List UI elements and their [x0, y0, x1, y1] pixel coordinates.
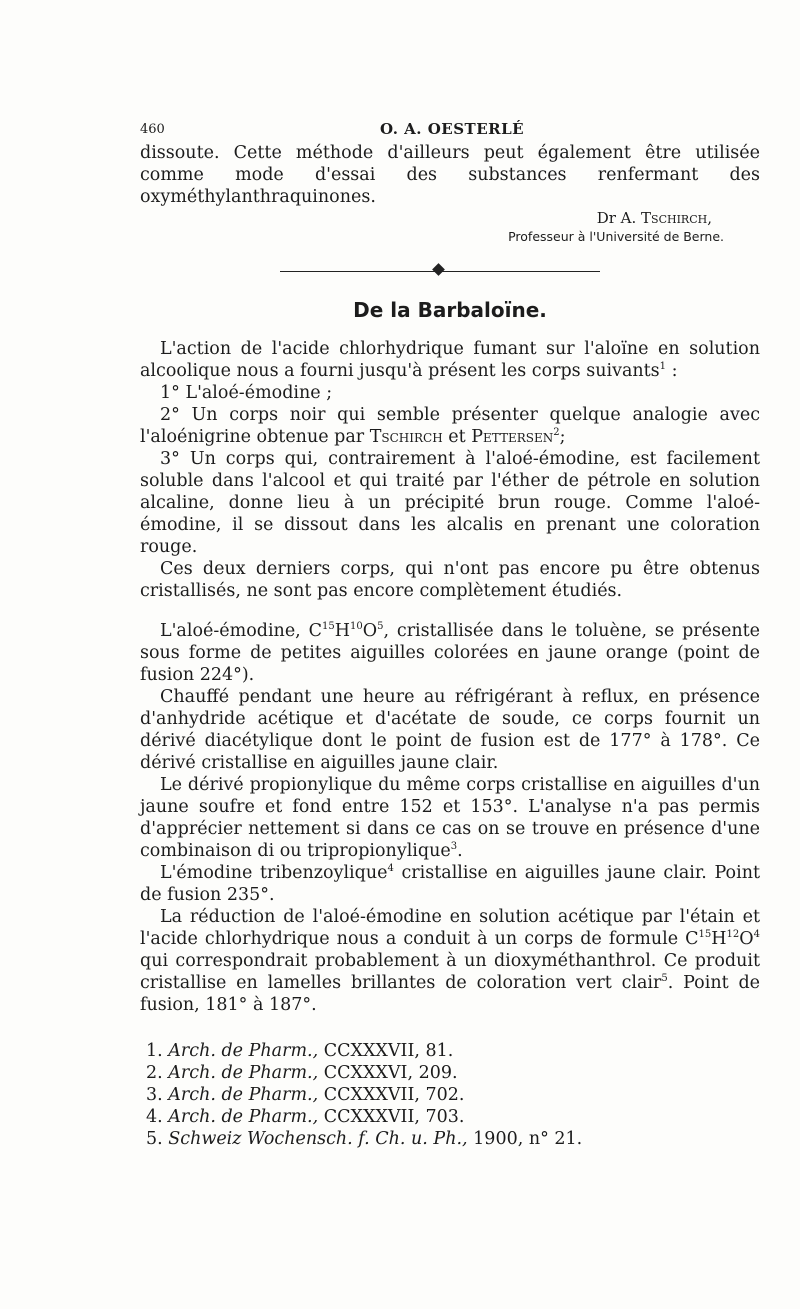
paragraph-deux-corps: Ces deux derniers corps, qui n'ont pas encore pu être obtenus cristallisés, ne sont pas encore complètement étudiés. — [140, 559, 760, 601]
intro-paragraph: dissoute. Cette méthode d'ailleurs peut également être utilisée comme mode d'essai des substances renfermant des oxyméthylanthraquinones. — [140, 143, 760, 207]
page-number: 460 — [140, 122, 165, 137]
reduction-post: . Point de fusion, 181° à 187°. — [140, 973, 761, 1015]
footnote-rest: CCXXXVI, 209. — [318, 1063, 458, 1083]
footnote-number: 5. — [146, 1129, 163, 1149]
footnote-number: 1. — [146, 1041, 163, 1061]
paragraph-action-tail: : — [666, 361, 678, 381]
reduction-pre: La réduction de l'aloé-émodine en solution acétique par l'étain et l'acide chlorhydrique nous a conduit à un corps de formule C — [140, 907, 760, 949]
footnote-ref-2: 2 — [553, 427, 560, 439]
signature-title: Dr — [596, 209, 616, 227]
footnote-4 — [146, 1106, 760, 1128]
footnote-source: Arch. de Pharm., — [168, 1085, 319, 1105]
running-head-author: O. A. OESTERLÉ — [380, 120, 525, 138]
formula-o: O — [362, 621, 378, 641]
article-title: De la Barbaloïne. — [353, 298, 547, 322]
footnote-number: 2. — [146, 1063, 163, 1083]
emodine-pre: L'aloé-émodine, C — [160, 621, 322, 641]
reduction-mid: qui correspondrait probablement à un dioxyméthanthrol. Ce produit cristallise en lamelles brillantes de coloration vert clair — [140, 951, 760, 993]
footnote-source: Arch. de Pharm., — [168, 1041, 319, 1061]
list-item-3: 3° Un corps qui, contrairement à l'aloé-émodine, est facilement soluble dans l'alcool et qui traité par l'éther de pétrole en solution alcaline, donne lieu à un précipité brun rouge. Comme l'aloé-émodine, il se dissout dans les alcalis en prenant une coloration rouge. — [140, 449, 760, 557]
paragraph-reduction — [140, 906, 760, 1016]
page — [140, 120, 760, 1150]
footnote-1 — [146, 1040, 760, 1062]
section-separator — [140, 256, 760, 286]
formula2-sub-c: 15 — [698, 929, 712, 941]
footnote-ref-1: 1 — [659, 361, 667, 373]
formula-h: H — [334, 621, 350, 641]
footnote-rest: CCXXXVII, 703. — [318, 1107, 465, 1127]
list-item-2-mid: et — [442, 427, 472, 447]
footnote-rest: 1900, n° 21. — [467, 1129, 583, 1149]
footnote-source: Arch. de Pharm., — [168, 1107, 319, 1127]
footnote-2 — [146, 1062, 760, 1084]
paragraph-action-text: L'action de l'acide chlorhydrique fumant sur l'aloïne en solution alcoolique nous a fourni jusqu'à présent les corps suivants — [140, 339, 760, 381]
signature-affiliation: Professeur à l'Université de Berne. — [508, 229, 724, 244]
footnote-source: Arch. de Pharm., — [168, 1063, 319, 1083]
formula2-h: H — [711, 929, 727, 949]
formula-sub-h: 10 — [350, 621, 363, 633]
footnote-5 — [146, 1128, 760, 1150]
paragraph-action — [140, 338, 760, 382]
footnote-ref-5: 5 — [661, 973, 668, 985]
list-item-2-tail: ; — [559, 427, 566, 447]
propionylique-tail: . — [457, 841, 463, 861]
list-item-2 — [140, 404, 760, 448]
footnote-source: Schweiz Wochensch. f. Ch. u. Ph., — [168, 1129, 468, 1149]
formula2-o: O — [739, 929, 754, 949]
paragraph-emodine — [140, 620, 760, 686]
signature — [140, 208, 712, 228]
author-tschirch: Tschirch — [369, 427, 443, 447]
signature-name: A. Tschirch, — [620, 209, 712, 227]
separator-diamond-icon — [432, 263, 445, 276]
formula2-sub-h: 12 — [726, 929, 740, 941]
footnote-ref-4: 4 — [387, 863, 394, 875]
paragraph-benzoylique — [140, 862, 760, 906]
footnote-ref-3: 3 — [450, 841, 458, 853]
footnotes — [140, 1040, 760, 1150]
footnote-rest: CCXXXVII, 81. — [318, 1041, 454, 1061]
paragraph-propionylique — [140, 774, 760, 862]
footnote-rest: CCXXXVII, 702. — [318, 1085, 465, 1105]
benzoylique-pre: L'émodine tribenzoylique — [160, 863, 388, 883]
propionylique-text: Le dérivé propionylique du même corps cristallise en aiguilles d'un jaune soufre et fond entre 152 et 153°. L'analyse n'a pas permis d'apprécier nettement si dans ce cas on se trouve en présence d'une combinaison di ou tripropionylique — [140, 775, 760, 861]
author-pettersen: Pettersen — [471, 427, 554, 447]
running-head — [140, 120, 760, 142]
footnote-3 — [146, 1084, 760, 1106]
footnote-number: 3. — [146, 1085, 163, 1105]
list-item-1: 1° L'aloé-émodine ; — [160, 383, 333, 403]
paragraph-chauffe: Chauffé pendant une heure au réfrigérant à reflux, en présence d'anhydride acétique et d'acétate de soude, ce corps fournit un dérivé diacétylique dont le point de fusion est de 177° à 178°. Ce dérivé cristallise en aiguilles jaune clair. — [140, 687, 760, 773]
paragraph-gap — [140, 602, 760, 620]
benzoylique-post: cristallise en aiguilles jaune clair. Point de fusion 235°. — [140, 863, 760, 905]
emodine-post: , cristallisée dans le toluène, se présente sous forme de petites aiguilles colorées en jaune orange (point de fusion 224°). — [140, 621, 760, 685]
list-item-2-text: 2° Un corps noir qui semble présenter quelque analogie avec l'aloénigrine obtenue par — [140, 405, 760, 447]
formula2-sub-o: 4 — [753, 929, 760, 941]
formula-sub-o: 5 — [377, 621, 384, 633]
formula-sub-c: 15 — [322, 621, 335, 633]
footnote-number: 4. — [146, 1107, 163, 1127]
